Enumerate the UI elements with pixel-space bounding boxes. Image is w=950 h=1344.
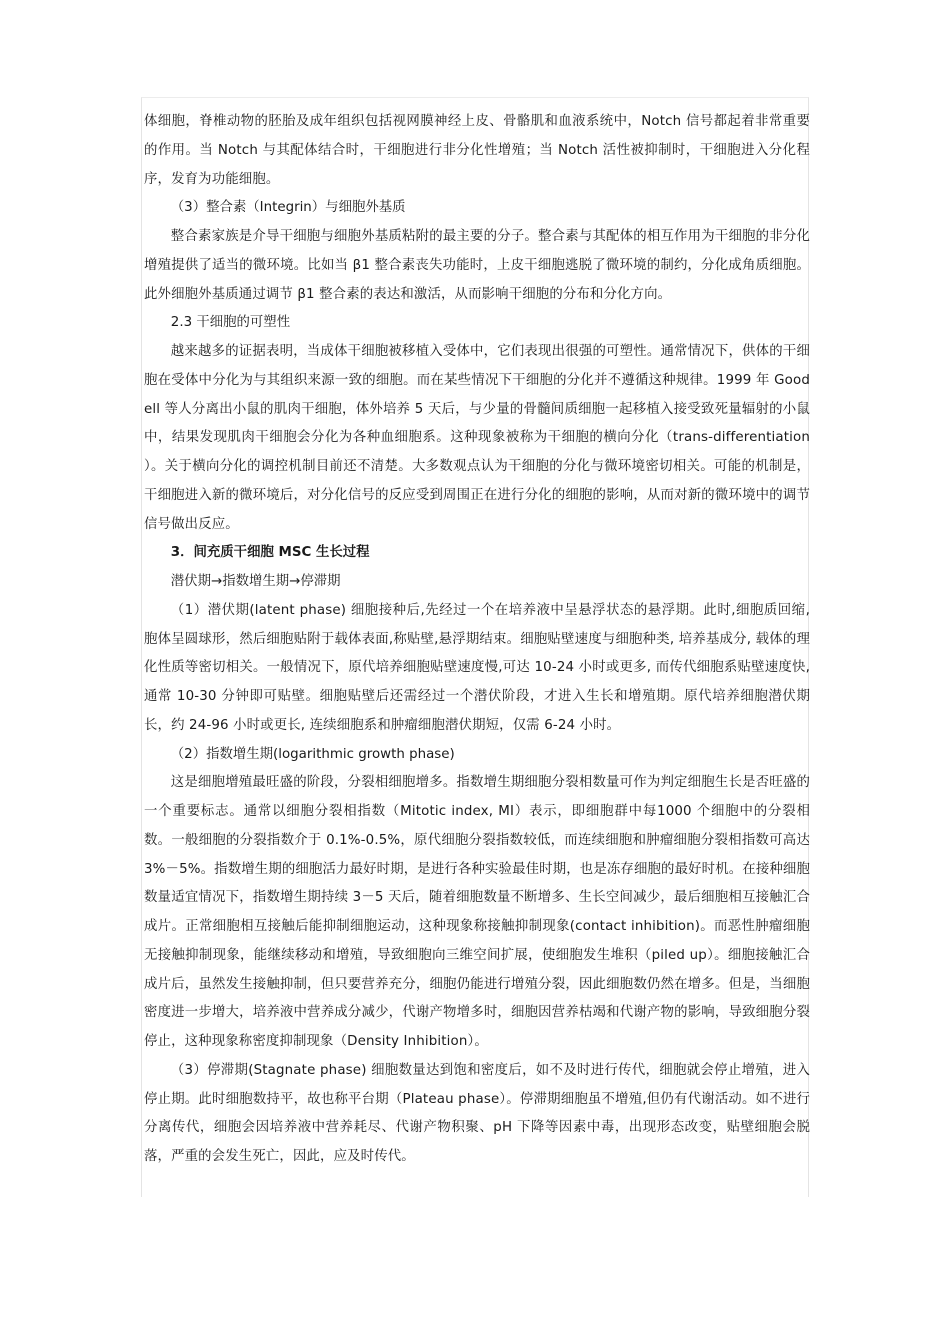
document-body <box>144 108 810 1172</box>
growth-phase-sequence: 潜伏期→指数增生期→停滞期 <box>170 574 341 589</box>
section-heading-msc-growth: 3．间充质干细胞 MSC 生长过程 <box>170 545 370 561</box>
paragraph-notch-signal: 体细胞，脊椎动物的胚胎及成年组织包括视网膜神经上皮、骨骼肌和血液系统中，Notch 信号都起着非常重要的作用。当 Notch 与其配体结合时，干细胞进行非分化性增殖；当 Notch 活性被抑制时，干细胞进入分化程序，发育为功能细胞。 <box>144 114 810 187</box>
paragraph-integrin: 整合素家族是介导干细胞与细胞外基质粘附的最主要的分子。整合素与其配体的相互作用为干细胞的非分化增殖提供了适当的微环境。比如当 β1 整合素丧失功能时，上皮干细胞逃脱了微环境的制约，分化成角质细胞。此外细胞外基质通过调节 β1 整合素的表达和激活，从而影响干细胞的分布和分化方向。 <box>144 229 810 302</box>
section-heading-log-phase: （2）指数增生期(logarithmic growth phase) <box>170 746 455 762</box>
paragraph-log-phase: 这是细胞增殖最旺盛的阶段，分裂相细胞增多。指数增生期细胞分裂相数量可作为判定细胞生长是否旺盛的一个重要标志。通常以细胞分裂相指数（Mitotic index, MI）表示，即细胞群中每1000 个细胞中的分裂相数。一般细胞的分裂指数介于 0.1%-0.5%，原代细胞分裂指数较低，而连续细胞和肿瘤细胞分裂相指数可高达 3%－5%。指数增生期的细胞活力最好时期，是进行各种实验最佳时期，也是冻存细胞的最好时机。在接种细胞数量适宜情况下，指数增生期持续 3－5 天后，随着细胞数量不断增多、生长空间减少，最后细胞相互接触汇合成片。正常细胞相互接触后能抑制细胞运动，这种现象称接触抑制现象(contact inhibition)。而恶性肿瘤细胞无接触抑制现象，能继续移动和增殖，导致细胞向三维空间扩展，使细胞发生堆积（piled up）。细胞接触汇合成片后，虽然发生接触抑制，但只要营养充分，细胞仍能进行增殖分裂，因此细胞数仍然在增多。但是，当细胞密度进一步增大，培养液中营养成分减少，代谢产物增多时，细胞因营养枯竭和代谢产物的影响，导致细胞分裂停止，这种现象称密度抑制现象（Density Inhibition）。 <box>144 775 810 1049</box>
section-heading-integrin: （3）整合素（Integrin）与细胞外基质 <box>170 200 406 216</box>
section-heading-plasticity: 2.3 干细胞的可塑性 <box>170 315 291 331</box>
paragraph-latent-phase: （1）潜伏期(latent phase) 细胞接种后,先经过一个在培养液中呈悬浮状态的悬浮期。此时,细胞质回缩, 胞体呈圆球形，然后细胞贴附于载体表面,称贴壁,悬浮期结束。细胞贴壁速度与细胞种类, 培养基成分, 载体的理化性质等密切相关。一般情况下，原代培养细胞贴壁速度慢,可达 10-24 小时或更多, 而传代细胞系贴壁速度快, 通常 10-30 分钟即可贴壁。细胞贴壁后还需经过一个潜伏阶段，才进入生长和增殖期。原代培养细胞潜伏期长，约 24-96 小时或更长, 连续细胞系和肿瘤细胞潜伏期短，仅需 6-24 小时。 <box>144 602 810 733</box>
paragraph-stagnate-phase: （3）停滞期(Stagnate phase) 细胞数量达到饱和密度后，如不及时进行传代，细胞就会停止增殖，进入停止期。此时细胞数持平，故也称平台期（Plateau phase）。停滞期细胞虽不增殖,但仍有代谢活动。如不进行分离传代，细胞会因培养液中营养耗尽、代谢产物积聚、pH 下降等因素中毒，出现形态改变，贴壁细胞会脱落，严重的会发生死亡，因此，应及时传代。 <box>144 1062 810 1164</box>
paragraph-plasticity: 越来越多的证据表明，当成体干细胞被移植入受体中，它们表现出很强的可塑性。通常情况下，供体的干细胞在受体中分化为与其组织来源一致的细胞。而在某些情况下干细胞的分化并不遵循这种规律。1999 年 Goodell 等人分离出小鼠的肌肉干细胞，体外培养 5 天后，与少量的骨髓间质细胞一起移植入接受致死量辐射的小鼠中，结果发现肌肉干细胞会分化为各种血细胞系。这种现象被称为干细胞的横向分化（trans-differentiation ）。关于横向分化的调控机制目前还不清楚。大多数观点认为干细胞的分化与微环境密切相关。可能的机制是，干细胞进入新的微环境后，对分化信号的反应受到周围正在进行分化的细胞的影响，从而对新的微环境中的调节信号做出反应。 <box>144 344 810 532</box>
